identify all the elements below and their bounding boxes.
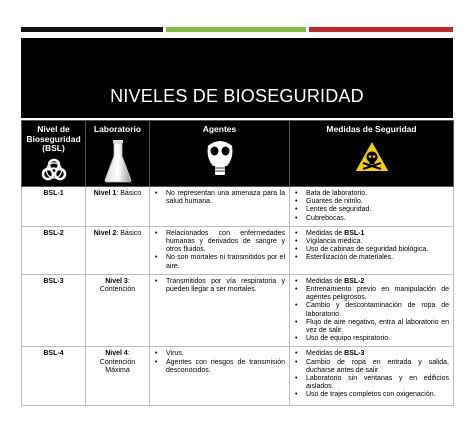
table-row [22,274,454,347]
agent-item: • No representan una amenaza para la salud humana. [154,190,285,206]
measure-ref: BSL-3 [344,350,365,358]
level-cell: BSL-1 [22,187,86,227]
title-banner [21,38,453,118]
lab-level-bold: Nivel 3 [105,277,128,285]
header-cell-measures [290,121,454,187]
measures-cell [290,226,454,274]
flask-icon [103,138,133,184]
lab-cell [86,274,150,347]
level-cell: BSL-4 [22,347,86,406]
measure-item: • Uso de trajes completos con oxigenación. [294,391,449,399]
measure-item: • Cambio de ropa en entrada y salida, ducharse antes de salir. [294,359,449,375]
header-cell-lab [86,121,150,187]
measure-item: • Vigilancia médica. [294,238,449,246]
table-header-row [22,121,454,187]
top-accent-bar-green [166,27,306,32]
measure-item: • Laboratorio sin ventanas y en edificios aislados. [294,375,449,391]
measure-item-inherit [294,278,449,286]
top-accent-bar-black [21,27,163,32]
top-accent-bar-red [309,27,453,32]
lab-level-bold: Nivel 2 [93,229,117,237]
measure-item: • Uso de equipo respiratorio. [294,335,449,343]
biosafety-table [21,120,454,406]
header-cell-agents [150,121,290,187]
header-agents-label: Agentes [202,124,237,134]
measure-prefix: Medidas de [306,277,345,285]
lab-cell [86,187,150,227]
level-cell: BSL-2 [22,226,86,274]
header-cell-level [22,121,86,187]
page-title: NIVELES DE BIOSEGURIDAD [110,86,364,106]
measure-item: • Flujo de aire negativo, entra al laboratorio en vez de salir. [294,319,449,335]
measure-prefix: Medidas de [306,350,345,358]
lab-level-text: : Contención Máxima [99,350,136,374]
agent-item: • No son mortales ni transmitidos por el aire. [154,254,285,270]
measure-ref: BSL-2 [344,277,365,285]
agents-cell [150,347,290,406]
agent-item: • Agentes con riesgos de transmisión desconocidos. [154,359,285,375]
lab-cell [86,226,150,274]
measure-item: • Lentes de seguridad. [294,206,449,214]
table-row [22,347,454,406]
toxic-warning-icon [352,138,392,174]
measure-item: • Uso de cabinas de seguridad biológica. [294,246,449,254]
gas-mask-icon [203,138,237,178]
table-row [22,226,454,274]
lab-level-text: : Contención [99,277,136,294]
lab-level-bold: Nivel 4 [105,350,128,358]
header-lab-label: Laboratorio [93,124,142,134]
lab-level-text: : Básico [116,229,142,237]
measure-prefix: Medidas de [306,229,345,237]
lab-cell [86,347,150,406]
measure-item: • Bata de laboratorio. [294,190,449,198]
measure-item-inherit [294,230,449,238]
measure-item: • Entrenamiento previo en manipulación de agentes peligrosos. [294,286,449,302]
agent-item: • Virus. [154,350,285,358]
agents-cell [150,187,290,227]
measure-item-inherit [294,350,449,358]
measure-item: • Esterilización de materiales. [294,254,449,262]
measure-item: • Cambio y descontaminación de ropa de laboratorio. [294,302,449,318]
level-cell: BSL-3 [22,274,86,347]
measures-cell [290,187,454,227]
measures-cell [290,274,454,347]
table-row [22,187,454,227]
measure-item: • Guantes de nitrilo. [294,198,449,206]
header-level-label: Nivel de Bioseguridad (BSL) [26,124,81,153]
measures-cell [290,347,454,406]
agent-item: • Transmitidos por vía respiratoria y pueden llegar a ser mortales. [154,278,285,294]
agents-cell [150,274,290,347]
lab-level-text: : Básico [116,190,142,197]
biohazard-icon [39,157,69,183]
measure-item: • Cubrebocas. [294,215,449,223]
agents-cell [150,226,290,274]
agent-item: • Relacionados con enfermedades humanas y derivados de sangre y otros fluidos. [154,230,285,255]
measure-ref: BSL-1 [344,229,365,237]
header-measures-label: Medidas de Seguridad [326,124,417,134]
lab-level-bold: Nivel 1 [93,190,117,197]
